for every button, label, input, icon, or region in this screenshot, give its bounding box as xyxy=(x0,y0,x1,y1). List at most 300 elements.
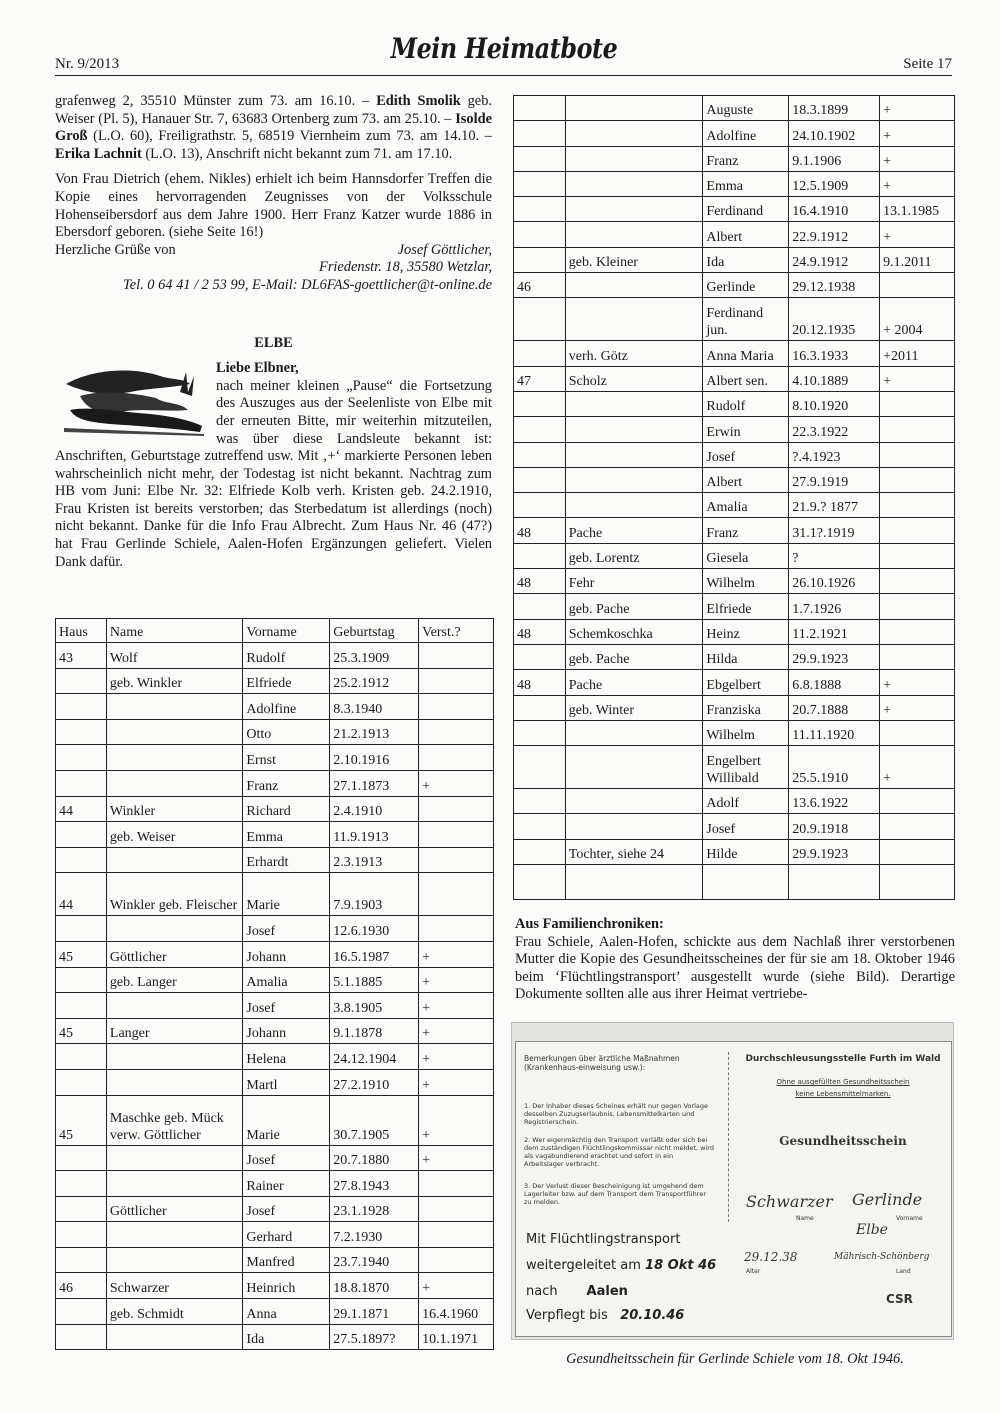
note-2: 2. Wer eigenmächtig den Transport verläßt oder sich bei dem zuständigen Flüchtlingskommissar nicht meldet, wird als vagabundierend erachtet und sofort in ein Arbeitslager verbracht. xyxy=(524,1136,714,1168)
col-name-cell xyxy=(565,746,703,789)
col-haus-cell: 45 xyxy=(56,1095,107,1145)
col-verstorben-cell: + xyxy=(880,366,955,391)
col-name-cell: Pache xyxy=(565,670,703,695)
col-name-cell xyxy=(106,993,243,1019)
col-geburtstag-cell: 11.11.1920 xyxy=(789,720,880,745)
table-row xyxy=(56,1247,494,1273)
col-haus-cell xyxy=(514,594,566,619)
col-verstorben-cell xyxy=(880,391,955,416)
col-name-cell: geb. Winkler xyxy=(106,668,243,694)
col-haus-cell xyxy=(56,1044,107,1070)
stamp-destination: nach Aalen xyxy=(526,1284,628,1299)
col-haus-cell xyxy=(514,298,566,341)
col-haus-cell xyxy=(56,993,107,1019)
col-geburtstag-cell: 7.2.1930 xyxy=(330,1222,419,1248)
col-haus-cell: 45 xyxy=(56,941,107,967)
col-vorname-cell: Ida xyxy=(703,247,789,272)
col-geburtstag-cell: 9.1.1878 xyxy=(330,1018,419,1044)
col-geburtstag-cell: 13.6.1922 xyxy=(789,789,880,814)
col-verstorben-cell xyxy=(419,745,494,771)
header-rule xyxy=(55,75,952,76)
col-name-cell: geb. Pache xyxy=(565,594,703,619)
signature-address: Friedenstr. 18, 35580 Wetzlar, xyxy=(319,259,492,276)
note-1: 1. Der Inhaber dieses Scheines erhält nur gegen Vorlage desselben Zuzugserlaubnis, Lebensmittelkarten und Registrierschein. xyxy=(524,1102,708,1126)
label-name: Name xyxy=(796,1215,814,1222)
table-row xyxy=(56,1273,494,1299)
col-name-cell xyxy=(106,916,243,942)
col-name-cell xyxy=(565,442,703,467)
col-geburtstag-cell: 23.1.1928 xyxy=(330,1196,419,1222)
col-name-cell: Tochter, siehe 24 xyxy=(565,839,703,864)
col-haus-cell xyxy=(56,1145,107,1171)
col-haus-cell xyxy=(514,442,566,467)
col-geburtstag-cell: ? xyxy=(789,543,880,568)
col-vorname-cell: Josef xyxy=(703,442,789,467)
table-row xyxy=(514,417,955,442)
col-verstorben-cell: + xyxy=(419,941,494,967)
col-vorname-cell: Franz xyxy=(703,518,789,543)
col-verstorben-cell xyxy=(419,1171,494,1197)
handwritten-region: Mährisch-Schönberg xyxy=(834,1252,930,1262)
table-row xyxy=(56,1222,494,1248)
col-geburtstag-cell: 24.10.1902 xyxy=(789,121,880,146)
col-verstorben-cell xyxy=(419,643,494,669)
column-header: Geburtstag xyxy=(330,619,419,643)
col-verstorben-cell: + xyxy=(419,993,494,1019)
col-verstorben-cell: + xyxy=(419,967,494,993)
col-haus-cell xyxy=(56,668,107,694)
col-geburtstag-cell: 8.10.1920 xyxy=(789,391,880,416)
col-vorname-cell: Marie xyxy=(243,873,330,916)
table-row xyxy=(514,222,955,247)
col-haus-cell: 45 xyxy=(56,1018,107,1044)
table-row xyxy=(514,171,955,196)
col-haus-cell xyxy=(514,341,566,366)
handwritten-place: Elbe xyxy=(856,1222,888,1238)
col-geburtstag-cell: 2.4.1910 xyxy=(330,796,419,822)
col-vorname-cell: Heinrich xyxy=(243,1273,330,1299)
col-geburtstag-cell: 12.6.1930 xyxy=(330,916,419,942)
col-verstorben-cell: + xyxy=(419,1273,494,1299)
col-geburtstag-cell: 16.4.1910 xyxy=(789,197,880,222)
notice-line-2: keine Lebensmittelmarken. xyxy=(795,1090,891,1098)
col-name-cell xyxy=(106,745,243,771)
stamp-csr: CSR xyxy=(886,1292,913,1306)
col-geburtstag-cell: 31.1?.1919 xyxy=(789,518,880,543)
col-name-cell xyxy=(565,298,703,341)
col-haus-cell xyxy=(56,822,107,848)
col-name-cell: verh. Götz xyxy=(565,341,703,366)
col-vorname-cell: Adolfine xyxy=(703,121,789,146)
birthday-paragraph: grafenweg 2, 35510 Münster zum 73. am 16.10. – Edith Smolik geb. Weiser (Pl. 5), Hanauer Str. 7, 63683 Ortenberg zum 73. am 25.10. – Isolde Groß (L.O. 60), Freiligrathstr. 5, 68519 Viernheim zum 73. am 14.10. – Erika Lachnit (L.O. 13), Anschrift nicht bekannt zum 71. am 17.10. xyxy=(55,93,492,162)
col-verstorben-cell xyxy=(880,644,955,669)
col-haus-cell xyxy=(514,467,566,492)
table-row xyxy=(56,1299,494,1325)
col-vorname-cell: Hilda xyxy=(703,644,789,669)
col-haus-cell xyxy=(514,543,566,568)
col-verstorben-cell: + xyxy=(880,96,955,121)
col-name-cell xyxy=(565,417,703,442)
col-geburtstag-cell: 9.1.1906 xyxy=(789,146,880,171)
col-name-cell xyxy=(106,1069,243,1095)
col-vorname-cell: Johann xyxy=(243,941,330,967)
column-header: Verst.? xyxy=(419,619,494,643)
table-row xyxy=(514,543,955,568)
col-name-cell xyxy=(106,1247,243,1273)
col-name-cell xyxy=(565,171,703,196)
col-geburtstag-cell: 23.7.1940 xyxy=(330,1247,419,1273)
col-geburtstag-cell xyxy=(789,865,880,900)
col-vorname-cell: Franziska xyxy=(703,695,789,720)
table-row xyxy=(56,1196,494,1222)
col-name-cell xyxy=(106,694,243,720)
transit-station: Durchschleusungsstelle Furth im Wald xyxy=(745,1054,941,1064)
col-vorname-cell: Josef xyxy=(243,993,330,1019)
col-vorname-cell: Anna Maria xyxy=(703,341,789,366)
col-geburtstag-cell: 18.8.1870 xyxy=(330,1273,419,1299)
col-vorname-cell: Elfriede xyxy=(703,594,789,619)
table-row xyxy=(514,619,955,644)
elbe-intro xyxy=(55,360,492,571)
col-vorname-cell: Helena xyxy=(243,1044,330,1070)
col-vorname-cell: Wilhelm xyxy=(703,569,789,594)
col-vorname-cell: Amalia xyxy=(703,493,789,518)
col-name-cell xyxy=(565,720,703,745)
label-age: Alter xyxy=(746,1268,761,1275)
col-verstorben-cell: 10.1.1971 xyxy=(419,1324,494,1350)
col-name-cell xyxy=(106,1145,243,1171)
col-vorname-cell: Ferdinand xyxy=(703,197,789,222)
col-geburtstag-cell: 21.9.? 1877 xyxy=(789,493,880,518)
label-firstname: Vorname xyxy=(896,1215,923,1222)
col-verstorben-cell: + xyxy=(419,1145,494,1171)
col-name-cell xyxy=(565,197,703,222)
col-vorname-cell: Adolf xyxy=(703,789,789,814)
elbe-greeting: Liebe Elbner, xyxy=(216,360,299,377)
residents-table-left xyxy=(55,618,494,1350)
col-verstorben-cell: + xyxy=(880,695,955,720)
table-row xyxy=(514,247,955,272)
left-column xyxy=(55,93,492,571)
col-haus-cell xyxy=(514,96,566,121)
table-row xyxy=(514,442,955,467)
col-name-cell xyxy=(565,273,703,298)
col-vorname-cell: Josef xyxy=(243,1196,330,1222)
col-haus-cell xyxy=(56,1299,107,1325)
col-name-cell: Winkler xyxy=(106,796,243,822)
col-verstorben-cell xyxy=(880,543,955,568)
elbe-text: nach meiner kleinen „Pause“ die Fortsetzung des Auszuges aus der Seelenliste von Elbe mit der erneuten Bitte, mir weiterhin mitzuteilen, was über diese Landsleute bekannt ist: Anschriften, Geburtstage zutreffend usw. Mit ‚+‘ markierte Personen leben wahrscheinlich nicht mehr, der Todestag ist nicht bekannt. Nachtrag zum HB vom Juni: Elbe Nr. 32: Elfriede Kolb verh. Kristen geb. 24.2.1910, Frau Kristen ist bereits verstorben; das Sterbedatum ist allerdings (noch) nicht bekannt. Danke für die Info Frau Albrecht. Zum Haus Nr. 46 (47?) hat Frau Gerlinde Schiele, Aalen-Hofen Ergänzungen geliefert. Vielen Dank dafür. xyxy=(55,377,492,570)
col-vorname-cell xyxy=(703,865,789,900)
col-name-cell: Scholz xyxy=(565,366,703,391)
col-haus-cell: 43 xyxy=(56,643,107,669)
col-verstorben-cell: + xyxy=(419,1095,494,1145)
table-row xyxy=(514,865,955,900)
table-row xyxy=(56,1324,494,1350)
col-geburtstag-cell: 24.12.1904 xyxy=(330,1044,419,1070)
handwritten-name: Schwarzer xyxy=(746,1192,833,1211)
col-vorname-cell: Emma xyxy=(243,822,330,848)
table-row xyxy=(514,670,955,695)
col-name-cell: geb. Weiser xyxy=(106,822,243,848)
col-vorname-cell: Rudolf xyxy=(703,391,789,416)
col-name-cell xyxy=(565,146,703,171)
table-row xyxy=(56,847,494,873)
col-geburtstag-cell: 5.1.1885 xyxy=(330,967,419,993)
col-vorname-cell: Marie xyxy=(243,1095,330,1145)
table-row xyxy=(514,493,955,518)
col-haus-cell xyxy=(514,720,566,745)
remarks-heading: Bemerkungen über ärztliche Maßnahmen (Krankenhaus-einweisung usw.): xyxy=(524,1054,680,1072)
col-vorname-cell: Wilhelm xyxy=(703,720,789,745)
col-name-cell: Göttlicher xyxy=(106,1196,243,1222)
col-name-cell: geb. Langer xyxy=(106,967,243,993)
col-vorname-cell: Albert sen. xyxy=(703,366,789,391)
col-vorname-cell: Rudolf xyxy=(243,643,330,669)
col-haus-cell xyxy=(514,171,566,196)
table-row xyxy=(56,668,494,694)
chronicle-text: Frau Schiele, Aalen-Hofen, schickte aus dem Nachlaß ihrer verstorbenen Mutter die Kopie des Gesundheitsscheines der für sie am 18. Oktober 1946 beim ‘Flüchtlingstransport’ ausgestellt wurde (siehe Bild). Derartige Dokumente sollten alle aus ihrer Heimat vertriebe- xyxy=(515,933,955,1003)
col-vorname-cell: Josef xyxy=(703,814,789,839)
col-haus-cell xyxy=(56,1171,107,1197)
col-verstorben-cell: +2011 xyxy=(880,341,955,366)
col-verstorben-cell xyxy=(880,720,955,745)
col-geburtstag-cell: 6.8.1888 xyxy=(789,670,880,695)
col-vorname-cell: Otto xyxy=(243,719,330,745)
col-vorname-cell: Franz xyxy=(703,146,789,171)
table-row xyxy=(56,694,494,720)
col-haus-cell xyxy=(56,745,107,771)
table-row xyxy=(56,1018,494,1044)
table-row xyxy=(56,1145,494,1171)
col-geburtstag-cell: 2.10.1916 xyxy=(330,745,419,771)
col-verstorben-cell xyxy=(880,467,955,492)
table-row xyxy=(514,839,955,864)
col-verstorben-cell xyxy=(419,1196,494,1222)
column-header: Vorname xyxy=(243,619,330,643)
col-haus-cell xyxy=(514,814,566,839)
col-verstorben-cell: + xyxy=(880,171,955,196)
col-haus-cell xyxy=(514,493,566,518)
col-verstorben-cell xyxy=(880,619,955,644)
col-vorname-cell: Gerlinde xyxy=(703,273,789,298)
col-geburtstag-cell: 29.9.1923 xyxy=(789,839,880,864)
col-haus-cell xyxy=(514,746,566,789)
col-name-cell: geb. Pache xyxy=(565,644,703,669)
col-verstorben-cell: + xyxy=(419,1044,494,1070)
col-haus-cell: 46 xyxy=(56,1273,107,1299)
table-row xyxy=(56,796,494,822)
table-row xyxy=(56,967,494,993)
col-verstorben-cell: + xyxy=(419,1069,494,1095)
col-geburtstag-cell: 29.12.1938 xyxy=(789,273,880,298)
col-verstorben-cell: + xyxy=(880,670,955,695)
col-geburtstag-cell: 22.3.1922 xyxy=(789,417,880,442)
col-geburtstag-cell: 20.7.1880 xyxy=(330,1145,419,1171)
col-verstorben-cell xyxy=(880,273,955,298)
col-haus-cell xyxy=(56,719,107,745)
col-vorname-cell: Albert xyxy=(703,222,789,247)
residents-table-right xyxy=(513,95,955,900)
section-title-elbe: ELBE xyxy=(254,334,293,351)
table-row xyxy=(514,594,955,619)
table-row xyxy=(514,467,955,492)
signature-contact: Tel. 0 64 41 / 2 53 99, E-Mail: DL6FAS-goettlicher@t-online.de xyxy=(123,276,492,293)
col-name-cell: geb. Kleiner xyxy=(565,247,703,272)
col-name-cell xyxy=(106,719,243,745)
col-haus-cell xyxy=(514,417,566,442)
col-verstorben-cell: + xyxy=(419,1018,494,1044)
certificate-title: Gesundheitsschein xyxy=(779,1134,907,1148)
col-name-cell xyxy=(106,770,243,796)
table-row xyxy=(514,366,955,391)
col-verstorben-cell xyxy=(880,594,955,619)
table-row xyxy=(56,1095,494,1145)
table-row xyxy=(514,298,955,341)
col-geburtstag-cell: 25.5.1910 xyxy=(789,746,880,789)
landscape-illustration xyxy=(60,362,208,440)
col-verstorben-cell xyxy=(419,847,494,873)
col-haus-cell xyxy=(514,197,566,222)
col-haus-cell xyxy=(56,916,107,942)
col-name-cell xyxy=(565,121,703,146)
table-row xyxy=(56,993,494,1019)
page-number: Seite 17 xyxy=(903,56,952,72)
col-verstorben-cell xyxy=(880,789,955,814)
col-geburtstag-cell: 25.3.1909 xyxy=(330,643,419,669)
col-vorname-cell: Ida xyxy=(243,1324,330,1350)
table-row xyxy=(514,814,955,839)
col-name-cell xyxy=(565,391,703,416)
col-verstorben-cell xyxy=(880,442,955,467)
col-verstorben-cell: + xyxy=(880,222,955,247)
table-row xyxy=(56,916,494,942)
col-verstorben-cell xyxy=(419,873,494,916)
col-geburtstag-cell: 1.7.1926 xyxy=(789,594,880,619)
col-haus-cell xyxy=(514,789,566,814)
table-row xyxy=(56,770,494,796)
col-geburtstag-cell: 27.9.1919 xyxy=(789,467,880,492)
col-haus-cell xyxy=(56,770,107,796)
col-geburtstag-cell: 27.1.1873 xyxy=(330,770,419,796)
table-row xyxy=(56,643,494,669)
col-name-cell: Göttlicher xyxy=(106,941,243,967)
col-name-cell xyxy=(565,789,703,814)
col-name-cell xyxy=(565,222,703,247)
col-vorname-cell: Hilde xyxy=(703,839,789,864)
health-certificate-photo xyxy=(511,1022,954,1340)
table-header-row xyxy=(56,619,494,643)
col-vorname-cell: Emma xyxy=(703,171,789,196)
table-row xyxy=(514,273,955,298)
col-verstorben-cell: + xyxy=(880,146,955,171)
col-geburtstag-cell: 29.1.1871 xyxy=(330,1299,419,1325)
col-name-cell xyxy=(106,847,243,873)
col-verstorben-cell: + xyxy=(880,746,955,789)
col-verstorben-cell xyxy=(880,493,955,518)
col-geburtstag-cell: 20.7.1888 xyxy=(789,695,880,720)
col-haus-cell xyxy=(56,1247,107,1273)
col-name-cell xyxy=(106,1222,243,1248)
col-geburtstag-cell: ?.4.1923 xyxy=(789,442,880,467)
table-row xyxy=(514,391,955,416)
col-vorname-cell: Auguste xyxy=(703,96,789,121)
table-row xyxy=(56,1044,494,1070)
handwritten-date: 29.12.38 xyxy=(744,1250,798,1264)
col-haus-cell xyxy=(514,121,566,146)
col-verstorben-cell xyxy=(419,694,494,720)
table-row xyxy=(514,789,955,814)
col-haus-cell: 48 xyxy=(514,569,566,594)
col-haus-cell xyxy=(514,391,566,416)
col-geburtstag-cell: 25.2.1912 xyxy=(330,668,419,694)
col-vorname-cell: Engelbert Willibald xyxy=(703,746,789,789)
stamp-rations: Verpflegt bis 20.10.46 xyxy=(526,1308,685,1323)
table-row xyxy=(514,146,955,171)
col-haus-cell xyxy=(514,146,566,171)
table-row xyxy=(514,518,955,543)
col-vorname-cell: Josef xyxy=(243,1145,330,1171)
col-vorname-cell: Erwin xyxy=(703,417,789,442)
col-name-cell xyxy=(565,493,703,518)
table-row xyxy=(514,341,955,366)
col-haus-cell xyxy=(56,1196,107,1222)
col-haus-cell xyxy=(56,694,107,720)
table-row xyxy=(514,569,955,594)
col-vorname-cell: Gerhard xyxy=(243,1222,330,1248)
col-name-cell: Maschke geb. Mück verw. Göttlicher xyxy=(106,1095,243,1145)
col-verstorben-cell xyxy=(419,1247,494,1273)
col-geburtstag-cell: 22.9.1912 xyxy=(789,222,880,247)
col-name-cell: Fehr xyxy=(565,569,703,594)
table-row xyxy=(56,745,494,771)
col-geburtstag-cell: 2.3.1913 xyxy=(330,847,419,873)
col-vorname-cell: Albert xyxy=(703,467,789,492)
masthead-logo: Mein Heimatbote xyxy=(390,32,617,65)
stamp-transport: Mit Flüchtlingstransport xyxy=(526,1232,681,1247)
col-vorname-cell: Anna xyxy=(243,1299,330,1325)
col-name-cell: geb. Schmidt xyxy=(106,1299,243,1325)
col-verstorben-cell: 16.4.1960 xyxy=(419,1299,494,1325)
col-verstorben-cell xyxy=(419,719,494,745)
col-geburtstag-cell: 4.10.1889 xyxy=(789,366,880,391)
col-vorname-cell: Erhardt xyxy=(243,847,330,873)
table-row xyxy=(514,695,955,720)
family-chronicle xyxy=(515,916,955,1004)
table-row xyxy=(56,941,494,967)
col-vorname-cell: Ferdinand jun. xyxy=(703,298,789,341)
col-haus-cell xyxy=(514,695,566,720)
table-row xyxy=(56,822,494,848)
col-vorname-cell: Rainer xyxy=(243,1171,330,1197)
col-name-cell xyxy=(565,96,703,121)
col-vorname-cell: Amalia xyxy=(243,967,330,993)
col-geburtstag-cell: 24.9.1912 xyxy=(789,247,880,272)
col-haus-cell: 47 xyxy=(514,366,566,391)
col-verstorben-cell xyxy=(419,668,494,694)
table-row xyxy=(56,1069,494,1095)
col-vorname-cell: Manfred xyxy=(243,1247,330,1273)
col-name-cell xyxy=(106,1324,243,1350)
col-verstorben-cell xyxy=(880,814,955,839)
col-geburtstag-cell: 11.9.1913 xyxy=(330,822,419,848)
col-name-cell xyxy=(565,865,703,900)
issue-number: Nr. 9/2013 xyxy=(55,56,120,72)
col-geburtstag-cell: 30.7.1905 xyxy=(330,1095,419,1145)
col-geburtstag-cell: 27.8.1943 xyxy=(330,1171,419,1197)
col-vorname-cell: Elfriede xyxy=(243,668,330,694)
health-certificate xyxy=(515,1041,952,1337)
